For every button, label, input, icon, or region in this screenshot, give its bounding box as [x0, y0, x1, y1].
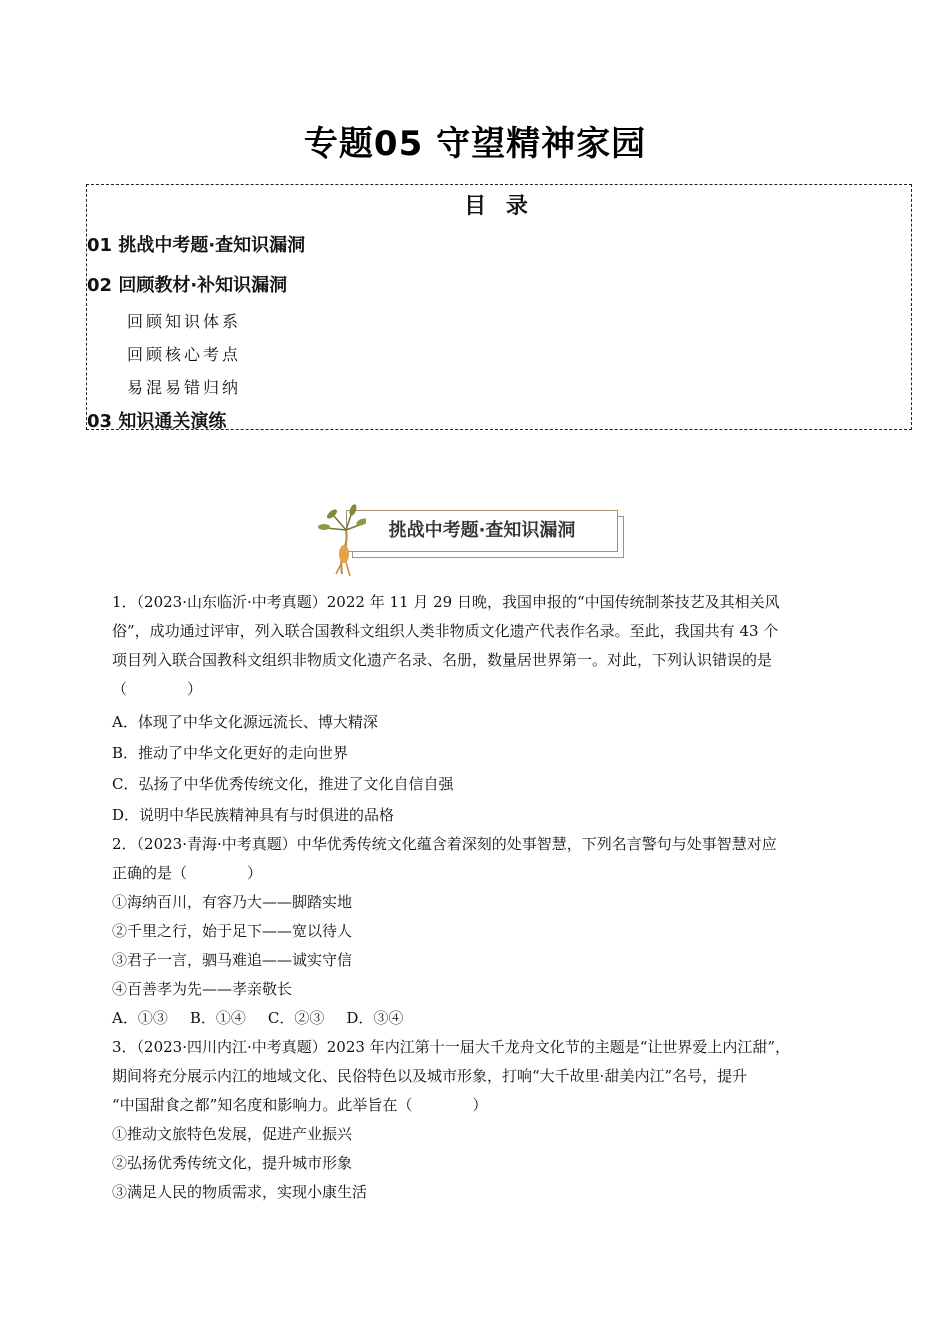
- questions: [112, 588, 864, 1207]
- question-text: 正确的是（ ）: [112, 864, 263, 882]
- section-banner-title: 挑战中考题·查知识漏洞: [388, 520, 576, 541]
- question-text: 期间将充分展示内江的地域文化、民俗特色以及城市形象，打响“大千故里·甜美内江”名号，提升: [112, 1067, 748, 1085]
- question-text: 2．（2023·青海·中考真题）中华优秀传统文化蕴含着深刻的处事智慧，下列名言警句与处事智慧对应: [112, 835, 777, 853]
- page-title: 专题05 守望精神家园: [303, 124, 647, 164]
- question-2: [112, 830, 864, 1033]
- statement: ③满足人民的物质需求，实现小康生活: [112, 1183, 368, 1201]
- table-of-contents: [86, 184, 912, 430]
- statement: ①推动文旅特色发展，促进产业振兴: [112, 1125, 353, 1143]
- toc-heading: 目 录: [464, 194, 534, 219]
- statement: ②千里之行，始于足下——宽以待人: [112, 922, 353, 940]
- toc-item[interactable]: 03 知识通关演练: [87, 411, 227, 432]
- statement: ③君子一言，驷马难追——诚实守信: [112, 951, 353, 969]
- question-3: [112, 1033, 864, 1207]
- section-banner: [318, 504, 628, 578]
- toc-subitem[interactable]: 易混易错归纳: [127, 378, 242, 397]
- question-text: 项目列入联合国教科文组织非物质文化遗产名录、名册，数量居世界第一。对此，下列认识错误的是: [112, 651, 773, 669]
- toc-subitem[interactable]: 回顾核心考点: [127, 345, 242, 364]
- option: D．说明中华民族精神具有与时俱进的品格: [112, 806, 395, 824]
- choice: C．②③: [267, 1009, 325, 1027]
- ginseng-plant-icon: [318, 504, 366, 578]
- option: C．弘扬了中华优秀传统文化，推进了文化自信自强: [112, 775, 454, 793]
- toc-subitem[interactable]: 回顾知识体系: [127, 312, 242, 331]
- choice: A．①③: [112, 1009, 168, 1027]
- question-1: [112, 588, 864, 830]
- statement: ④百善孝为先——孝亲敬长: [112, 980, 293, 998]
- toc-item[interactable]: 01 挑战中考题·查知识漏洞: [87, 235, 306, 256]
- toc-item[interactable]: 02 回顾教材·补知识漏洞: [87, 275, 288, 296]
- choice: D．③④: [346, 1009, 404, 1027]
- option: A．体现了中华文化源远流长、博大精深: [112, 713, 378, 731]
- choice: B．①④: [189, 1009, 246, 1027]
- statement: ②弘扬优秀传统文化，提升城市形象: [112, 1154, 353, 1172]
- option: B．推动了中华文化更好的走向世界: [112, 744, 349, 762]
- question-text: “中国甜食之都”知名度和影响力。此举旨在（ ）: [112, 1096, 488, 1114]
- question-text: 1．（2023·山东临沂·中考真题）2022 年 11 月 29 日晚，我国申报的“中国传统制茶技艺及其相关风: [112, 593, 780, 611]
- question-text: 3．（2023·四川内江·中考真题）2023 年内江第十一届大千龙舟文化节的主题是“让世界爱上内江甜”，: [112, 1038, 791, 1056]
- answer-blank: （ ）: [112, 680, 203, 698]
- question-text: 俗”，成功通过评审，列入联合国教科文组织人类非物质文化遗产代表作名录。至此，我国共有 43 个: [112, 622, 779, 640]
- choice-row: [112, 1004, 864, 1033]
- statement: ①海纳百川，有容乃大——脚踏实地: [112, 893, 353, 911]
